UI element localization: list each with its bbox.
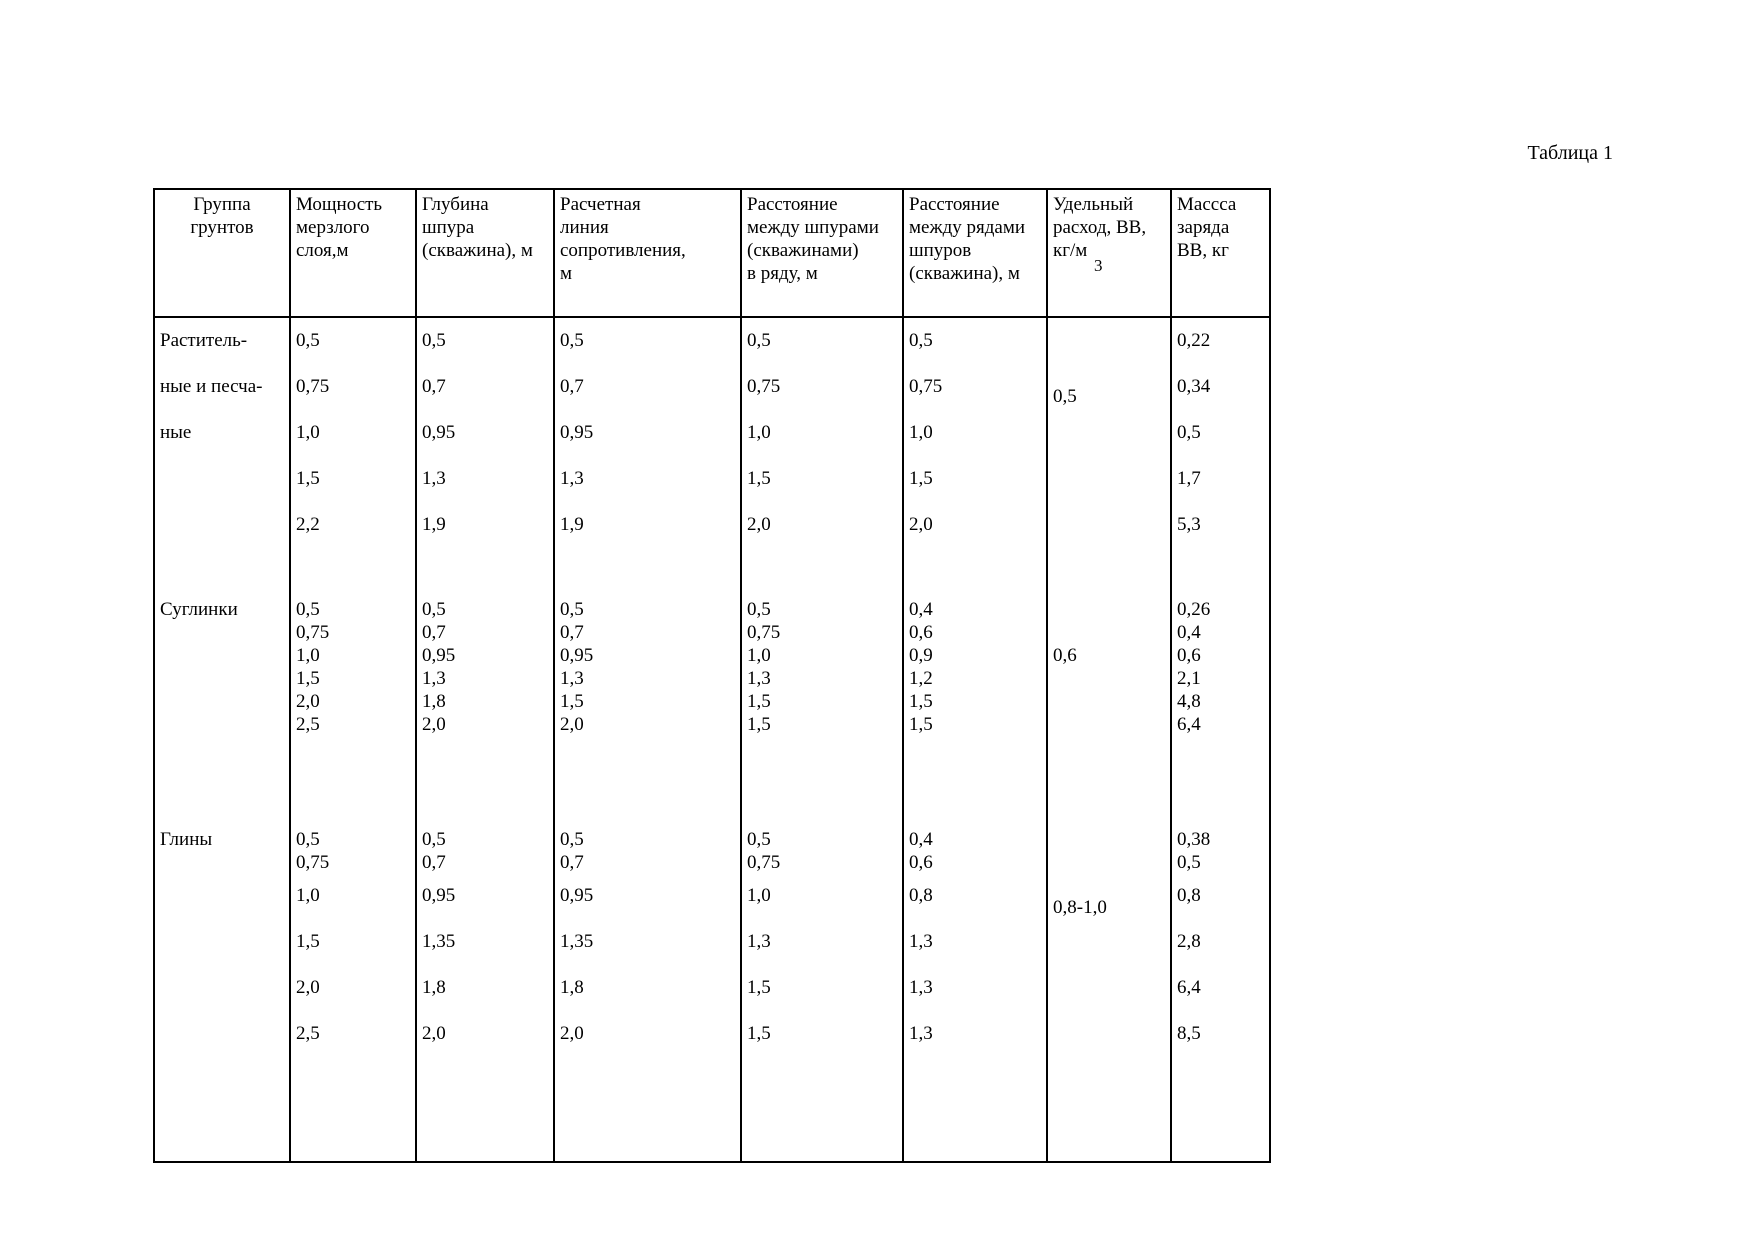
cell-group: Раститель- ные и песча- ные [154,317,290,598]
header-spacing-between-rows: Расстояние между рядами шпуров (скважина), м [903,189,1047,317]
cell-spacing-between-rows: 0,5 0,75 1,0 1,5 2,0 [903,317,1047,598]
cell-depth [416,828,554,1162]
table-row-sandy [154,317,1270,598]
cell-resistance [554,828,741,1162]
header-group: Группа грунтов [154,189,290,317]
cell-thickness [290,828,416,1162]
cell-depth: 0,5 0,7 0,95 1,3 1,9 [416,317,554,598]
cell-depth: 0,5 0,7 0,95 1,3 1,8 2,0 [416,598,554,828]
table-caption: Таблица 1 [1527,142,1613,164]
header-charge-mass: Массса заряда ВВ, кг [1171,189,1270,317]
cell-resistance-top: 0,5 0,7 [560,829,584,873]
cell-depth-top: 0,5 0,7 [422,829,446,873]
cell-resistance-bottom: 0,95 1,35 1,8 2,0 [560,885,594,1044]
cell-spacing-row-bottom: 1,0 1,3 1,5 1,5 [747,885,771,1044]
header-spacing-row: Расстояние между шпурами (скважинами) в ряду, м [741,189,903,317]
cell-resistance: 0,5 0,7 0,95 1,3 1,9 [554,317,741,598]
header-depth: Глубина шпура (скважина), м [416,189,554,317]
cell-resistance: 0,5 0,7 0,95 1,3 1,5 2,0 [554,598,741,828]
cell-thickness: 0,5 0,75 1,0 1,5 2,2 [290,317,416,598]
cell-group: Суглинки [154,598,290,828]
header-specific-consumption [1047,189,1171,317]
cell-thickness-bottom: 1,0 1,5 2,0 2,5 [296,885,320,1044]
cell-spacing-between-rows-bottom: 0,8 1,3 1,3 1,3 [909,885,933,1044]
header-specific-consumption-text: Удельный расход, ВВ, кг/м [1053,194,1147,261]
cell-thickness-top: 0,5 0,75 [296,829,330,873]
cell-spacing-row [741,828,903,1162]
cell-charge-mass-bottom: 0,8 2,8 6,4 8,5 [1177,885,1201,1044]
table-row-loam [154,598,1270,828]
cell-spacing-row: 0,5 0,75 1,0 1,3 1,5 1,5 [741,598,903,828]
header-thickness: Мощность мерзлого слоя,м [290,189,416,317]
header-row [154,189,1270,317]
cell-depth-bottom: 0,95 1,35 1,8 2,0 [422,885,456,1044]
cell-spacing-between-rows [903,828,1047,1162]
cell-charge-mass [1171,828,1270,1162]
cell-spacing-between-rows-top: 0,4 0,6 [909,829,933,873]
header-specific-consumption-exponent: 3 [1094,256,1103,275]
cell-specific-consumption: 0,8-1,0 [1047,828,1171,1162]
cell-spacing-row-top: 0,5 0,75 [747,829,781,873]
cell-specific-consumption: 0,5 [1047,317,1171,598]
cell-spacing-row: 0,5 0,75 1,0 1,5 2,0 [741,317,903,598]
cell-charge-mass-top: 0,38 0,5 [1177,829,1211,873]
cell-charge-mass: 0,22 0,34 0,5 1,7 5,3 [1171,317,1270,598]
table-row-clay [154,828,1270,1162]
cell-specific-consumption: 0,6 [1047,598,1171,828]
cell-thickness: 0,5 0,75 1,0 1,5 2,0 2,5 [290,598,416,828]
cell-group: Глины [154,828,290,1162]
cell-spacing-between-rows: 0,4 0,6 0,9 1,2 1,5 1,5 [903,598,1047,828]
header-resistance: Расчетная линия сопротивления, м [554,189,741,317]
data-table [153,188,1271,1163]
cell-charge-mass: 0,26 0,4 0,6 2,1 4,8 6,4 [1171,598,1270,828]
